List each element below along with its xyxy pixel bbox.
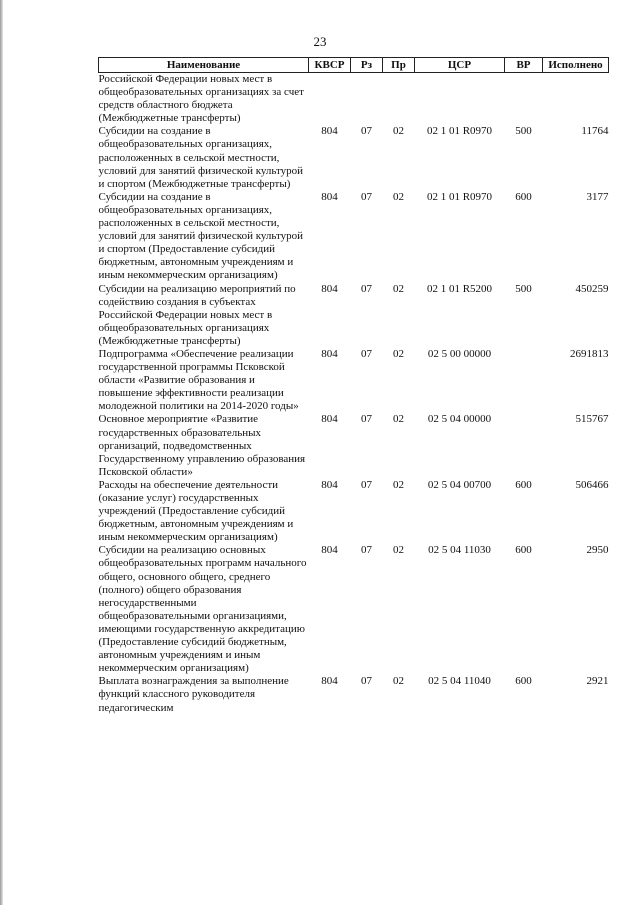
row-name: Расходы на обеспечение деятельности (оказание услуг) государственных учреждений (Предоставление субсидий бюджетным, автономным учреждениям и иным некоммерческим организациям) (98, 478, 294, 544)
table-row (99, 544, 609, 675)
header-kvsr: КВСР (309, 58, 351, 73)
row-pr: 02 (393, 190, 404, 203)
scan-edge (0, 0, 3, 905)
row-vr: 500 (515, 282, 532, 295)
header-rz: Рз (351, 58, 383, 73)
row-rz: 07 (361, 190, 372, 203)
row-csr: 02 1 01 R0970 (426, 125, 493, 138)
row-done: 11764 (581, 125, 609, 138)
row-pr (383, 73, 415, 126)
row-kvsr: 804 (321, 675, 338, 688)
row-vr: 600 (515, 675, 532, 688)
row-pr: 02 (393, 125, 404, 138)
row-name: Субсидии на реализацию основных общеобразовательных программ начального общего, основного общего, среднего (полного) общего образования негосударственными общеобразовательными организациями, имеющими государственную аккредитацию (Предоставление субсидий бюджетным, автономным учреждениям и иным некоммерческим организациям) (98, 544, 307, 675)
row-csr: 02 1 01 R5200 (426, 282, 493, 295)
row-name: Основное мероприятие «Развитие государственных образовательных организаций, подведомственных Государственному управлению образования Псковской области» (98, 413, 306, 478)
header-vr: ВР (505, 58, 543, 73)
table-row (99, 413, 609, 478)
row-done (543, 73, 609, 126)
row-name: Выплата вознаграждения за выполнение функций классного руководителя педагогическим (98, 675, 289, 714)
row-kvsr: 804 (321, 282, 338, 295)
row-csr: 02 5 00 00000 (427, 347, 492, 360)
row-rz: 07 (361, 347, 372, 360)
row-pr: 02 (393, 347, 404, 360)
row-done: 2921 (586, 675, 609, 688)
table-header-row (99, 58, 609, 73)
row-rz: 07 (361, 282, 372, 295)
row-vr: 600 (515, 544, 532, 557)
row-rz: 07 (361, 675, 372, 688)
row-vr (505, 413, 543, 478)
row-name: Субсидии на создание в общеобразовательных организациях, расположенных в сельской местности, условий для занятий физической культурой и спортом (Межбюджетные трансферты) (98, 125, 304, 190)
table-row (99, 125, 609, 190)
row-kvsr: 804 (321, 125, 338, 138)
row-done: 515767 (575, 413, 609, 426)
page-number: 23 (313, 34, 327, 49)
row-done: 506466 (575, 478, 609, 491)
row-done: 2950 (586, 544, 609, 557)
row-kvsr: 804 (321, 190, 338, 203)
row-vr: 600 (515, 478, 532, 491)
row-kvsr (309, 73, 351, 126)
row-rz: 07 (361, 478, 372, 491)
table-row (99, 348, 609, 413)
row-csr: 02 5 04 11030 (428, 544, 491, 557)
table-row (99, 191, 609, 283)
row-name: Российской Федерации новых мест в общеобразовательных организациях за счет средств областного бюджета (Межбюджетные трансферты) (98, 73, 304, 125)
row-kvsr: 804 (321, 347, 338, 360)
row-vr: 600 (515, 190, 532, 203)
row-rz: 07 (361, 413, 372, 426)
row-csr: 02 5 04 00700 (427, 478, 492, 491)
row-name: Субсидии на реализацию мероприятий по содействию создания в субъектах Российской Федерации новых мест в общеобразовательных организациях (Межбюджетные трансферты) (98, 282, 296, 347)
row-csr: 02 1 01 R0970 (426, 190, 493, 203)
row-name: Подпрограмма «Обеспечение реализации государственной программы Псковской области «Развитие образования и повышение эффективности реализации молодежной политики на 2014-2020 годы» (98, 347, 299, 413)
header-pr: Пр (383, 58, 415, 73)
table-row (99, 675, 609, 714)
budget-table (98, 57, 609, 715)
row-name: Субсидии на создание в общеобразовательных организациях, расположенных в сельской местности, условий для занятий физической культурой и спортом (Предоставление субсидий бюджетным, автономным учреждениям и иным некоммерческим организациям) (98, 190, 304, 282)
row-pr: 02 (393, 544, 404, 557)
header-csr: ЦСР (415, 58, 505, 73)
row-pr: 02 (393, 413, 404, 426)
row-rz: 07 (361, 125, 372, 138)
row-pr: 02 (393, 675, 404, 688)
header-name: Наименование (99, 58, 309, 73)
row-done: 3177 (586, 190, 609, 203)
row-rz: 07 (361, 544, 372, 557)
row-csr: 02 5 04 00000 (427, 413, 492, 426)
row-rz (351, 73, 383, 126)
row-done: 2691813 (570, 347, 609, 360)
table-row (99, 283, 609, 348)
row-kvsr: 804 (321, 478, 338, 491)
row-csr (415, 73, 505, 126)
table-row (99, 73, 609, 126)
row-kvsr: 804 (321, 413, 338, 426)
row-vr: 500 (515, 125, 532, 138)
row-pr: 02 (393, 478, 404, 491)
header-done: Исполнено (543, 58, 609, 73)
row-kvsr: 804 (321, 544, 338, 557)
row-done: 450259 (575, 282, 609, 295)
row-pr: 02 (393, 282, 404, 295)
row-vr (505, 73, 543, 126)
row-vr (505, 348, 543, 413)
table-row (99, 479, 609, 544)
row-csr: 02 5 04 11040 (428, 675, 491, 688)
